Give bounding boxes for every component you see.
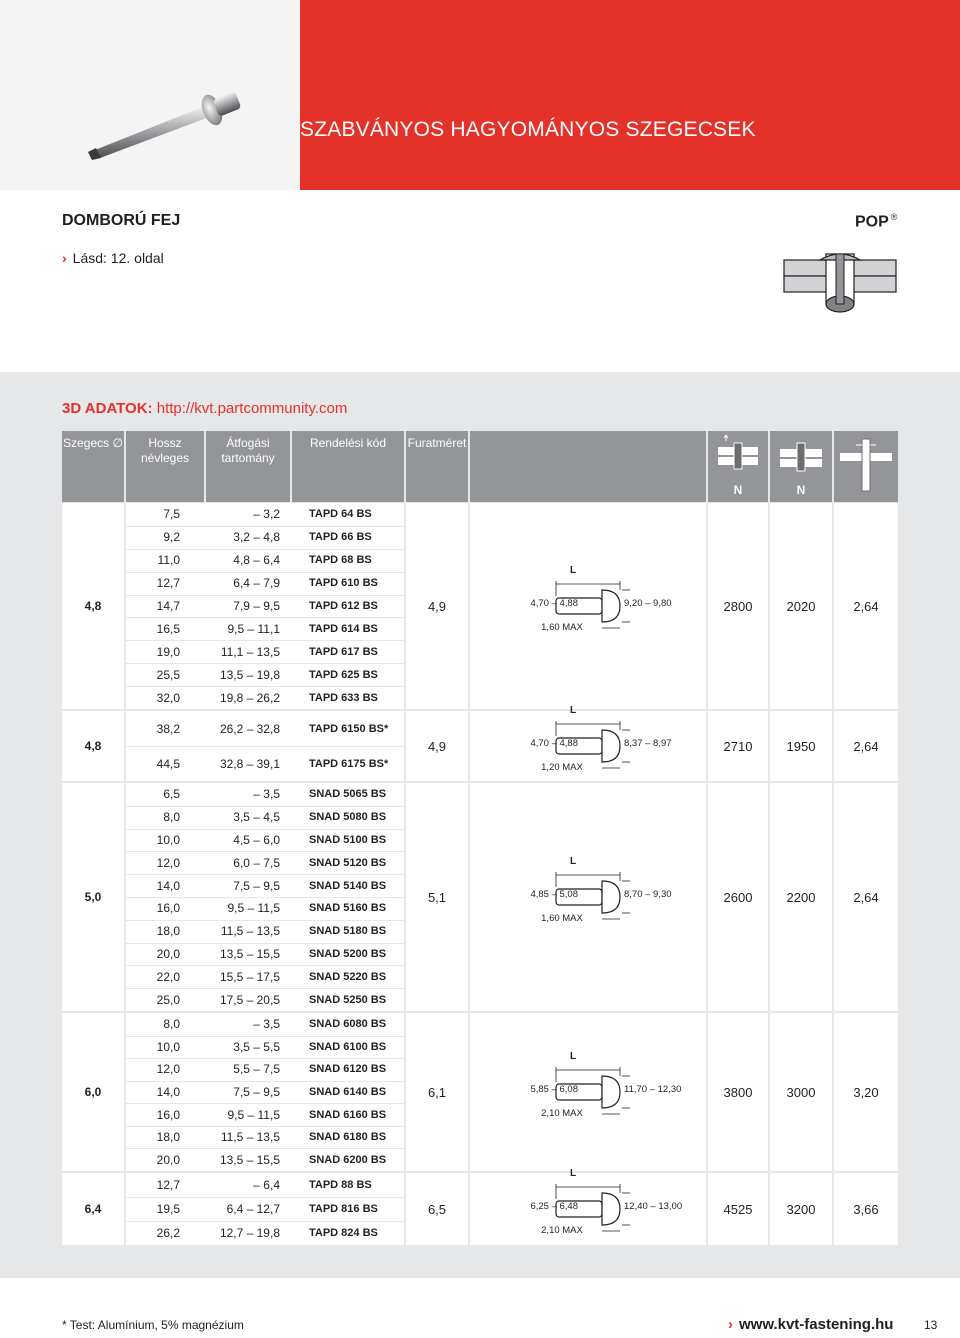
dim-l-label: L (570, 565, 577, 576)
row-divider (126, 1103, 404, 1104)
grip-cell: 13,5 – 15,5 (219, 1152, 280, 1167)
col-sep-4 (706, 503, 708, 1245)
brand-name: POP ® (855, 212, 898, 231)
grip-cell: 4,5 – 6,0 (233, 833, 280, 847)
header-drill (834, 431, 898, 502)
length-cell: 9,2 (163, 530, 180, 545)
row-divider (126, 1148, 404, 1149)
row-divider (126, 988, 404, 989)
length-cell: 22,0 (156, 969, 180, 984)
dim-max: 1,20 MAX (541, 762, 583, 773)
hole-cell: 4,9 (427, 739, 447, 754)
hole-cell: 5,1 (427, 890, 447, 905)
unit-n-tensile: N (796, 483, 806, 497)
grip-cell: 5,5 – 7,5 (233, 1062, 280, 1077)
grip-cell: – 6,4 (253, 1178, 280, 1192)
length-cell: 6,5 (163, 787, 180, 802)
col-sep-6 (832, 503, 834, 1245)
diameter-cell: 5,0 (84, 890, 102, 904)
length-cell: 14,0 (156, 878, 180, 893)
grip-cell: 4,8 – 6,4 (233, 553, 280, 568)
header-tensile (770, 431, 832, 502)
order-code-cell: SNAD 5120 BS (309, 856, 387, 869)
row-divider (126, 595, 404, 596)
dim-head: 9,20 – 9,80 (624, 598, 672, 609)
row-divider (126, 663, 404, 664)
website-link[interactable]: › www.kvt-fastening.hu (728, 1316, 894, 1333)
grip-cell: 32,8 – 39,1 (219, 756, 280, 771)
header-hole: Furatméret (406, 431, 468, 502)
length-cell: 16,0 (156, 901, 180, 916)
tensile-cell: 2200 (786, 890, 816, 905)
mandrel-diameter-icon (834, 431, 898, 502)
order-code-cell: SNAD 5250 BS (309, 993, 387, 1006)
order-code-cell: SNAD 5080 BS (309, 811, 387, 824)
length-cell: 8,0 (163, 810, 180, 825)
grip-cell: 17,5 – 20,5 (219, 992, 280, 1007)
grip-cell: 3,2 – 4,8 (233, 530, 280, 545)
section-title: DOMBORÚ FEJ (62, 212, 181, 229)
grip-cell: 7,9 – 9,5 (233, 599, 280, 613)
order-code-cell: TAPD 88 BS (309, 1179, 372, 1191)
length-cell: 18,0 (156, 1130, 180, 1145)
dim-shank: 4,85 – 5,08 (530, 889, 578, 900)
grip-cell: – 3,5 (253, 787, 280, 802)
row-divider (126, 549, 404, 550)
length-cell: 11,0 (157, 553, 180, 568)
tensile-cell: 3000 (786, 1085, 816, 1100)
order-code-cell: SNAD 6120 BS (309, 1063, 387, 1076)
page-title: SZABVÁNYOS HAGYOMÁNYOS SZEGECSEK (300, 118, 756, 141)
length-cell: 18,0 (156, 924, 180, 939)
order-code-cell: TAPD 612 BS (309, 600, 378, 612)
tensile-cell: 2020 (786, 599, 816, 614)
order-code-cell: TAPD 633 BS (309, 691, 378, 704)
dim-l-label: L (570, 856, 577, 867)
row-divider (126, 1221, 404, 1222)
order-code-cell: TAPD 614 BS (309, 622, 378, 635)
dim-head: 8,37 – 8,97 (624, 738, 672, 749)
order-code-cell: TAPD 6150 BS* (309, 722, 389, 735)
row-divider (126, 829, 404, 830)
row-divider (126, 1081, 404, 1082)
row-divider (126, 640, 404, 641)
order-code-cell: SNAD 6160 BS (309, 1108, 387, 1121)
grip-cell: 11,5 – 13,5 (220, 924, 280, 939)
order-code-cell: TAPD 68 BS (309, 554, 372, 567)
header-order-code: Rendelési kód (292, 431, 404, 502)
length-cell: 19,0 (156, 644, 180, 659)
footnote: * Test: Alumínium, 5% magnézium (62, 1318, 244, 1332)
length-cell: 14,7 (156, 599, 180, 613)
shear-cell: 2710 (723, 739, 753, 754)
length-cell: 32,0 (156, 690, 180, 705)
order-code-cell: TAPD 64 BS (309, 508, 372, 521)
grip-cell: – 3,5 (253, 1017, 280, 1032)
order-code-cell: SNAD 6180 BS (309, 1131, 387, 1144)
length-cell: 7,5 (163, 507, 180, 522)
order-code-cell: SNAD 5160 BS (309, 902, 387, 915)
hero-banner (0, 0, 960, 190)
order-code-cell: SNAD 6080 BS (309, 1018, 387, 1031)
length-cell: 20,0 (156, 947, 180, 961)
order-code-cell: SNAD 5180 BS (309, 925, 387, 938)
length-cell: 12,7 (156, 576, 180, 591)
drill-cell: 2,64 (853, 890, 879, 905)
length-cell: 12,0 (156, 1062, 180, 1077)
length-cell: 44,5 (156, 756, 180, 771)
grip-cell: 13,5 – 19,8 (219, 667, 280, 682)
dim-max: 1,60 MAX (541, 622, 583, 633)
col-sep-5 (768, 503, 770, 1245)
dim-shank: 5,85 – 6,08 (530, 1084, 578, 1095)
row-divider (126, 686, 404, 687)
col-sep-2 (404, 503, 406, 1245)
length-cell: 20,0 (156, 1152, 180, 1167)
row-divider (126, 617, 404, 618)
chevron-right-icon: › (62, 250, 67, 266)
registered-mark: ® (890, 212, 898, 222)
row-divider (126, 1126, 404, 1127)
hole-cell: 4,9 (427, 599, 447, 614)
tensile-cell: 1950 (786, 739, 816, 754)
row-divider (126, 851, 404, 852)
grip-cell: 6,4 – 12,7 (226, 1202, 280, 1216)
unit-n-shear: N (733, 483, 743, 497)
rivet-photo (0, 0, 300, 190)
dim-l-label: L (570, 705, 577, 716)
grip-cell: 11,1 – 13,5 (220, 644, 280, 659)
row-divider (126, 874, 404, 875)
chevron-right-icon: › (728, 1316, 733, 1333)
length-cell: 25,0 (156, 992, 180, 1007)
length-cell: 16,5 (156, 621, 180, 636)
shear-cell: 2600 (723, 890, 753, 905)
order-code-cell: TAPD 610 BS (309, 577, 378, 590)
grip-cell: 13,5 – 15,5 (219, 947, 280, 961)
row-divider (126, 806, 404, 807)
order-code-cell: TAPD 625 BS (309, 668, 378, 681)
row-divider (126, 1058, 404, 1059)
header-drawing (470, 431, 706, 502)
order-code-cell: TAPD 66 BS (309, 531, 372, 544)
grip-cell: 6,4 – 7,9 (233, 576, 280, 591)
dim-max: 2,10 MAX (541, 1108, 583, 1119)
length-cell: 12,0 (156, 855, 180, 870)
grip-cell: 6,0 – 7,5 (233, 855, 280, 870)
order-code-cell: SNAD 5100 BS (309, 834, 387, 846)
3d-data-link[interactable]: 3D ADATOK: http://kvt.partcommunity.com (62, 400, 348, 417)
dim-shank: 4,70 – 4,88 (530, 598, 578, 609)
header-length: Hossz névleges (126, 431, 204, 502)
drill-cell: 2,64 (853, 599, 879, 614)
header-diameter: Szegecs ∅ (62, 431, 124, 502)
order-code-cell: TAPD 824 BS (309, 1227, 378, 1239)
length-cell: 12,7 (156, 1178, 180, 1192)
dim-max: 2,10 MAX (541, 1225, 583, 1236)
length-cell: 16,0 (156, 1107, 180, 1122)
tensile-cell: 3200 (786, 1202, 816, 1217)
length-cell: 26,2 (156, 1226, 180, 1240)
header-grip: Átfogási tartomány (206, 431, 290, 502)
grip-cell: 3,5 – 5,5 (233, 1039, 280, 1054)
row-divider (126, 1036, 404, 1037)
page-number: 13 (924, 1318, 938, 1332)
order-code-cell: TAPD 6175 BS* (309, 757, 389, 770)
row-divider (126, 746, 404, 747)
drill-cell: 2,64 (853, 739, 879, 754)
grip-cell: 12,7 – 19,8 (219, 1226, 280, 1240)
shear-cell: 2800 (723, 599, 753, 614)
grip-cell: 9,5 – 11,1 (227, 621, 280, 636)
row-divider (126, 897, 404, 898)
diameter-cell: 4,8 (84, 739, 102, 753)
diameter-cell: 6,4 (84, 1202, 102, 1216)
grip-cell: 15,5 – 17,5 (219, 969, 280, 984)
row-divider (126, 920, 404, 921)
grip-cell: 26,2 – 32,8 (219, 721, 280, 736)
grip-cell: – 3,2 (253, 507, 280, 522)
dim-head: 8,70 – 9,30 (624, 889, 672, 900)
drill-cell: 3,20 (853, 1085, 879, 1100)
grip-cell: 9,5 – 11,5 (227, 901, 280, 916)
row-divider (126, 572, 404, 573)
dim-l-label: L (570, 1168, 577, 1179)
dim-max: 1,60 MAX (541, 913, 583, 924)
shear-cell: 3800 (723, 1085, 753, 1100)
drill-cell: 3,66 (853, 1202, 879, 1217)
length-cell: 25,5 (156, 667, 180, 682)
see-page-link[interactable]: › Lásd: 12. oldal (62, 250, 164, 266)
order-code-cell: TAPD 617 BS (309, 645, 378, 658)
dim-shank: 6,25 – 6,48 (530, 1201, 578, 1212)
dim-head: 12,40 – 13,00 (624, 1201, 683, 1212)
dim-l-label: L (570, 1051, 577, 1062)
row-divider (126, 1197, 404, 1198)
row-divider (126, 965, 404, 966)
grip-cell: 19,8 – 26,2 (219, 690, 280, 705)
order-code-cell: SNAD 5200 BS (309, 948, 387, 960)
row-divider (126, 943, 404, 944)
length-cell: 10,0 (156, 833, 180, 847)
order-code-cell: SNAD 6200 BS (309, 1153, 387, 1166)
dim-head: 11,70 – 12,30 (624, 1084, 682, 1095)
grip-cell: 7,5 – 9,5 (233, 1085, 280, 1099)
order-code-cell: SNAD 5065 BS (309, 788, 387, 801)
hole-cell: 6,1 (427, 1085, 447, 1100)
order-code-cell: SNAD 6100 BS (309, 1040, 387, 1053)
row-divider (126, 526, 404, 527)
order-code-cell: SNAD 5140 BS (309, 879, 387, 892)
shear-cell: 4525 (723, 1202, 753, 1217)
length-cell: 38,2 (156, 721, 180, 736)
length-cell: 10,0 (156, 1039, 180, 1054)
diameter-cell: 6,0 (84, 1085, 102, 1099)
grip-cell: 7,5 – 9,5 (233, 878, 280, 893)
grip-cell: 11,5 – 13,5 (220, 1130, 280, 1145)
order-code-cell: TAPD 816 BS (309, 1203, 378, 1215)
diameter-cell: 4,8 (84, 599, 102, 613)
grip-cell: 3,5 – 4,5 (233, 810, 280, 825)
dim-shank: 4,70 – 4,88 (530, 738, 578, 749)
order-code-cell: SNAD 5220 BS (309, 970, 387, 983)
order-code-cell: SNAD 6140 BS (309, 1086, 387, 1098)
length-cell: 14,0 (156, 1085, 180, 1099)
hole-cell: 6,5 (427, 1202, 447, 1217)
length-cell: 8,0 (163, 1017, 180, 1032)
grip-cell: 9,5 – 11,5 (227, 1107, 280, 1122)
header-shear (708, 431, 768, 502)
rivet-cross-section-icon (780, 250, 900, 320)
length-cell: 19,5 (156, 1202, 180, 1216)
